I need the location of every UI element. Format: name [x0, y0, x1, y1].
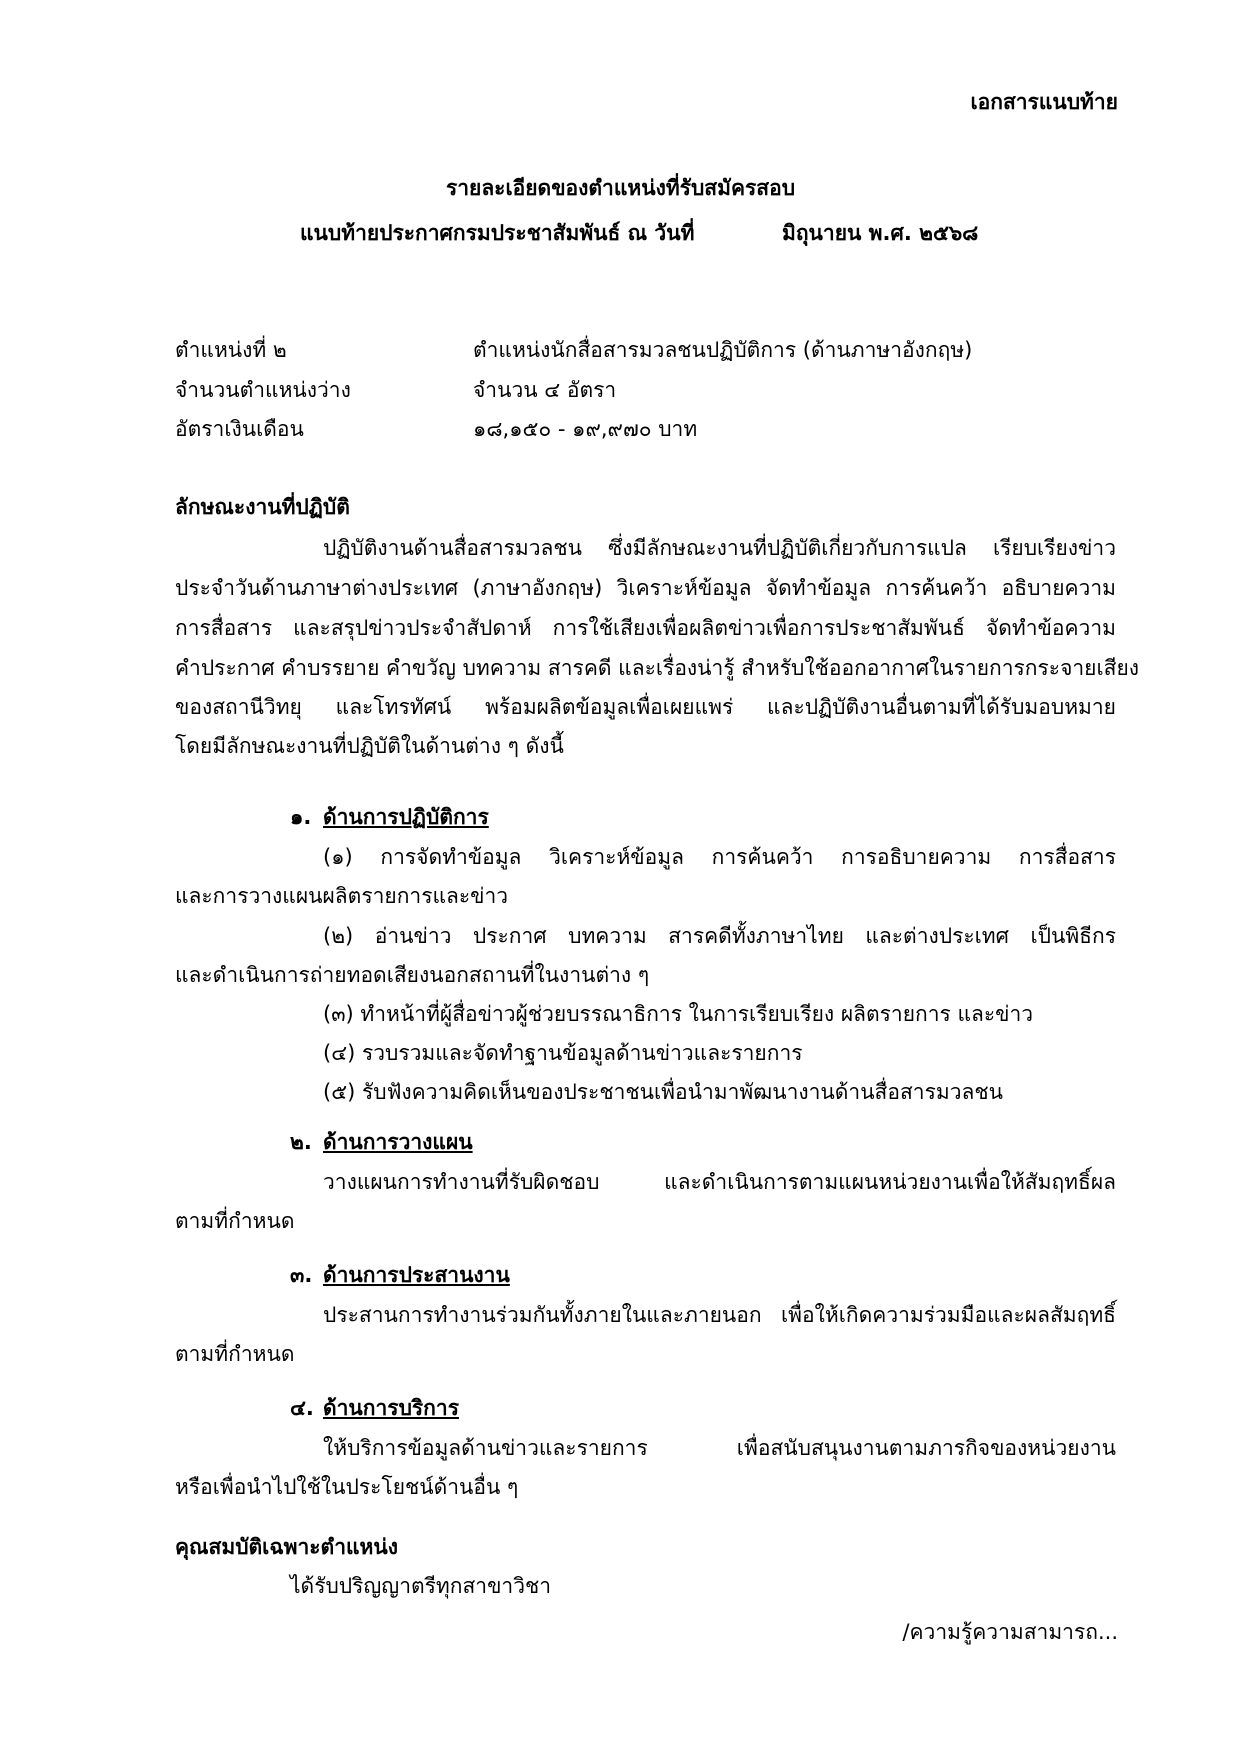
section-number: ๒.	[290, 1130, 312, 1154]
job-nature-line: โดยมีลักษณะงานที่ปฏิบัติในด้านต่าง ๆ ดังนี้	[175, 734, 564, 758]
coordination-text-continuation: ตามที่กำหนด	[175, 1342, 295, 1366]
section-title-service: ด้านการบริการ	[323, 1396, 459, 1420]
announcement-date: มิถุนายน พ.ศ. ๒๕๖๘	[782, 221, 979, 245]
section-number: ๓.	[290, 1263, 313, 1287]
operations-item: (๕) รับฟังความคิดเห็นของประชาชนเพื่อนำมาพัฒนางานด้านสื่อสารมวลชน	[323, 1080, 1003, 1104]
announcement-reference: แนบท้ายประกาศกรมประชาสัมพันธ์ ณ วันที่	[300, 221, 695, 245]
operations-item: (๔) รวบรวมและจัดทำฐานข้อมูลด้านข่าวและรายการ	[323, 1041, 803, 1065]
attachment-label: เอกสารแนบท้าย	[970, 90, 1118, 114]
service-text: ให้บริการข้อมูลด้านข่าวและรายการ เพื่อสนับสนุนงานตามภารกิจของหน่วยงาน	[323, 1436, 1116, 1460]
job-nature-line: ของสถานีวิทยุ และโทรทัศน์ พร้อมผลิตข้อมูลเพื่อเผยแพร่ และปฏิบัติงานอื่นตามที่ได้รับมอบหมาย	[175, 695, 1116, 719]
document-title: รายละเอียดของตำแหน่งที่รับสมัครสอบ	[445, 176, 796, 200]
qualifications-heading: คุณสมบัติเฉพาะตำแหน่ง	[175, 1535, 398, 1559]
job-nature-line: คำประกาศ คำบรรยาย คำขวัญ บทความ สารคดี และเรื่องน่ารู้ สำหรับใช้ออกอากาศในรายการกระจายเสียง	[175, 656, 1140, 680]
coordination-text: ประสานการทำงานร่วมกันทั้งภายในและภายนอก เพื่อให้เกิดความร่วมมือและผลสัมฤทธิ์	[323, 1303, 1116, 1327]
operations-item: (๓) ทำหน้าที่ผู้สื่อข่าวผู้ช่วยบรรณาธิการ ในการเรียบเรียง ผลิตรายการ และข่าว	[323, 1002, 1034, 1026]
position-title-value: ตำแหน่งนักสื่อสารมวลชนปฏิบัติการ (ด้านภาษาอังกฤษ)	[473, 338, 973, 362]
continued-marker: /ความรู้ความสามารถ...	[902, 1620, 1118, 1644]
section-number: ๑.	[290, 805, 312, 829]
planning-text: วางแผนการทำงานที่รับผิดชอบ และดำเนินการตามแผนหน่วยงานเพื่อให้สัมฤทธิ์ผล	[323, 1170, 1116, 1194]
section-number: ๔.	[290, 1396, 314, 1420]
job-nature-line: ประจำวันด้านภาษาต่างประเทศ (ภาษาอังกฤษ) วิเคราะห์ข้อมูล จัดทำข้อมูล การค้นคว้า อธิบายความ	[175, 576, 1116, 600]
position-number-label: ตำแหน่งที่ ๒	[175, 338, 287, 362]
salary-label: อัตราเงินเดือน	[175, 417, 304, 441]
section-title-planning: ด้านการวางแผน	[323, 1130, 473, 1154]
vacancy-count-label: จำนวนตำแหน่งว่าง	[175, 378, 351, 402]
planning-text-continuation: ตามที่กำหนด	[175, 1209, 295, 1233]
operations-item-continuation: และดำเนินการถ่ายทอดเสียงนอกสถานที่ในงานต่าง ๆ	[175, 963, 650, 987]
job-nature-heading: ลักษณะงานที่ปฏิบัติ	[175, 495, 350, 519]
job-nature-line: ปฏิบัติงานด้านสื่อสารมวลชน ซึ่งมีลักษณะงานที่ปฏิบัติเกี่ยวกับการแปล เรียบเรียงข่าว	[323, 536, 1116, 560]
operations-item: (๑) การจัดทำข้อมูล วิเคราะห์ข้อมูล การค้นคว้า การอธิบายความ การสื่อสาร	[323, 845, 1116, 869]
qualifications-text: ได้รับปริญญาตรีทุกสาขาวิชา	[290, 1574, 552, 1598]
salary-value: ๑๘,๑๕๐ - ๑๙,๙๗๐ บาท	[473, 417, 698, 441]
section-title-operations: ด้านการปฏิบัติการ	[323, 805, 489, 829]
vacancy-count-value: จำนวน ๔ อัตรา	[473, 378, 617, 402]
service-text-continuation: หรือเพื่อนำไปใช้ในประโยชน์ด้านอื่น ๆ	[175, 1475, 519, 1499]
section-title-coordination: ด้านการประสานงาน	[323, 1263, 510, 1287]
operations-item: (๒) อ่านข่าว ประกาศ บทความ สารคดีทั้งภาษาไทย และต่างประเทศ เป็นพิธีกร	[323, 924, 1116, 948]
operations-item-continuation: และการวางแผนผลิตรายการและข่าว	[175, 884, 509, 908]
job-nature-line: การสื่อสาร และสรุปข่าวประจำสัปดาห์ การใช้เสียงเพื่อผลิตข่าวเพื่อการประชาสัมพันธ์ จัดทำข้อความ	[175, 616, 1116, 640]
